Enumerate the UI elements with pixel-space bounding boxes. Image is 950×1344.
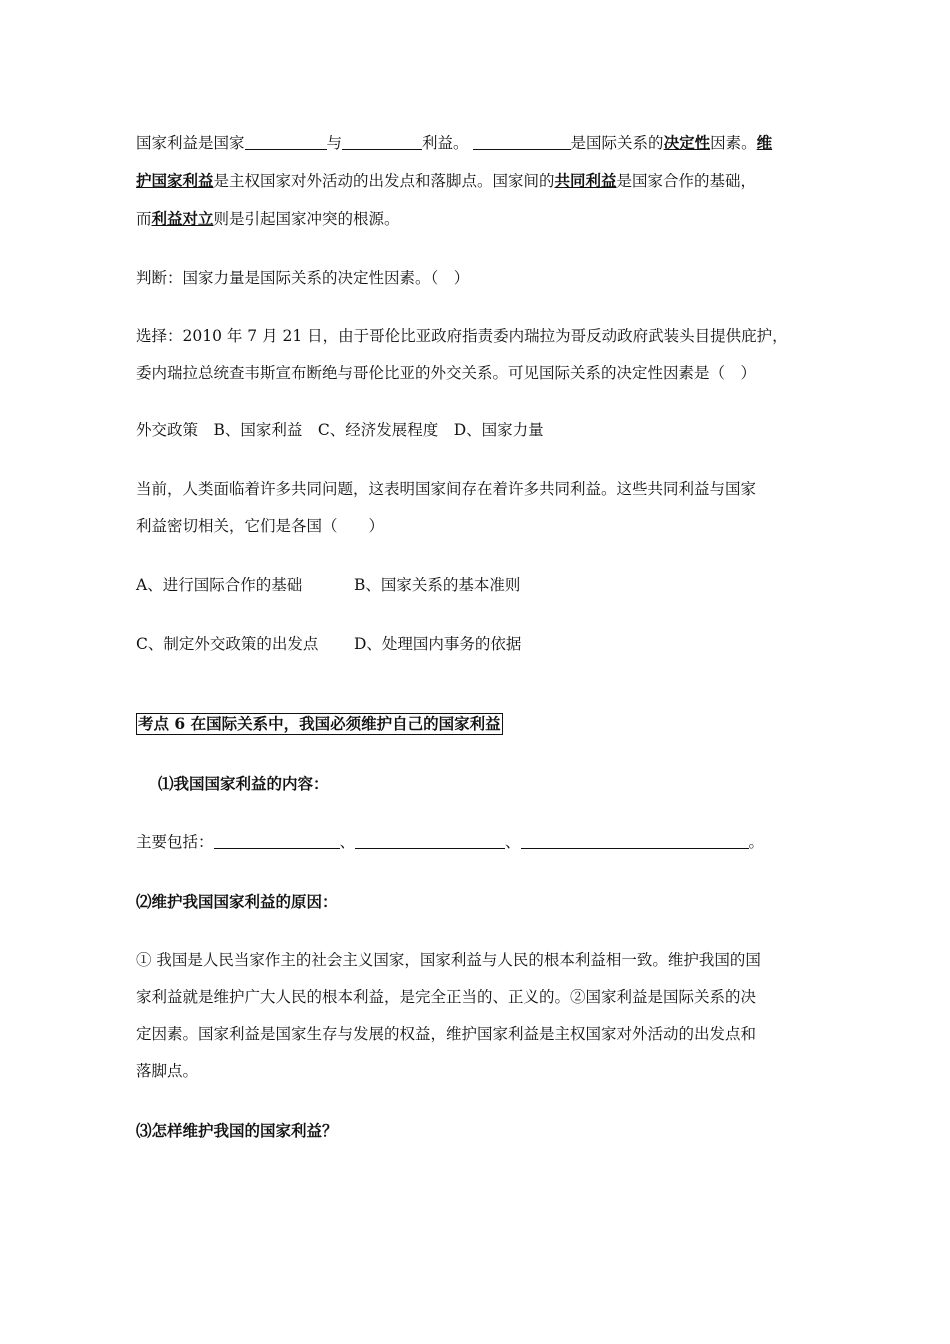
paragraph-line <box>136 200 816 238</box>
text: 因素。 <box>710 134 757 152</box>
text: 是国家合作的基础， <box>616 172 757 190</box>
key-term: 决定性 <box>663 133 711 152</box>
fill-blank[interactable] <box>355 833 505 849</box>
text: 国家利益是国家 <box>136 134 245 152</box>
fill-blank[interactable] <box>521 833 749 849</box>
text: 利益。 <box>422 134 469 152</box>
text: 、 <box>339 833 356 851</box>
text: 则是引起国家冲突的根源。 <box>213 210 400 228</box>
subheading-how: ⑶怎样维护我国的国家利益？ <box>136 1121 338 1140</box>
judgement-question: 判断：国家力量是国际关系的决定性因素。（ ） <box>136 269 470 287</box>
text: 、 <box>505 833 521 851</box>
national-interest-paragraph <box>136 124 816 238</box>
paragraph-line <box>136 162 816 200</box>
paragraph-line: 家利益就是维护广大人民的根本利益，是完全正当的、正义的。②国家利益是国际关系的决 <box>136 988 757 1006</box>
question-line: 利益密切相关，它们是各国（ ） <box>136 517 385 535</box>
boxed-heading: 考点 6 在国际关系中，我国必须维护自己的国家利益 <box>138 714 501 733</box>
text: 是主权国家对外活动的出发点和落脚点。国家间的 <box>213 172 555 190</box>
choice-options-row-1 <box>136 567 816 604</box>
paragraph-line: ① 我国是人民当家作主的社会主义国家，国家利益与人民的根本利益相一致。维护我国的国 <box>136 951 761 969</box>
question-line: 选择：2010 年 7 月 21 日，由于哥伦比亚政府指责委内瑞拉为哥反动政府武装头目提供庇护， <box>136 327 788 345</box>
document-page <box>136 124 816 1149</box>
subheading-reasons: ⑵维护我国国家利益的原因： <box>136 892 338 911</box>
choice-options-row-2 <box>136 626 816 663</box>
fill-blank[interactable] <box>342 134 422 150</box>
fill-blank[interactable] <box>245 134 327 150</box>
subheading-content: ⑴我国国家利益的内容： <box>158 774 329 793</box>
key-term: 维 <box>756 133 773 152</box>
option-a: A、进行国际合作的基础 <box>136 576 303 594</box>
option-c: C、制定外交政策的出发点 <box>136 635 319 653</box>
choice-options-1: 外交政策 B、国家利益 C、经济发展程度 D、国家力量 <box>136 421 544 439</box>
main-includes-line <box>136 824 816 861</box>
key-term: 利益对立 <box>151 209 214 228</box>
fill-blank[interactable] <box>473 134 571 150</box>
choice-question-2 <box>136 471 816 545</box>
fill-blank[interactable] <box>214 833 340 849</box>
option-b: B、国家关系的基本准则 <box>354 576 521 594</box>
paragraph-line <box>136 124 816 162</box>
text: 主要包括： <box>136 833 214 851</box>
choice-question-1 <box>136 318 816 392</box>
section-heading <box>136 706 816 743</box>
paragraph-line: 定因素。国家利益是国家生存与发展的权益，维护国家利益是主权国家对外活动的出发点和 <box>136 1025 757 1043</box>
text: 与 <box>326 134 343 152</box>
question-line: 委内瑞拉总统查韦斯宣布断绝与哥伦比亚的外交关系。可见国际关系的决定性因素是（ ） <box>136 364 757 382</box>
text: 而 <box>136 210 152 228</box>
reasons-paragraph <box>136 942 816 1090</box>
key-term: 护国家利益 <box>136 171 214 190</box>
option-d: D、处理国内事务的依据 <box>354 635 522 653</box>
text: 是国际关系的 <box>570 134 664 152</box>
question-line: 当前，人类面临着许多共同问题，这表明国家间存在着许多共同利益。这些共同利益与国家 <box>136 480 757 498</box>
text: 。 <box>748 833 765 851</box>
paragraph-line: 落脚点。 <box>136 1062 199 1080</box>
key-term: 共同利益 <box>554 171 617 190</box>
